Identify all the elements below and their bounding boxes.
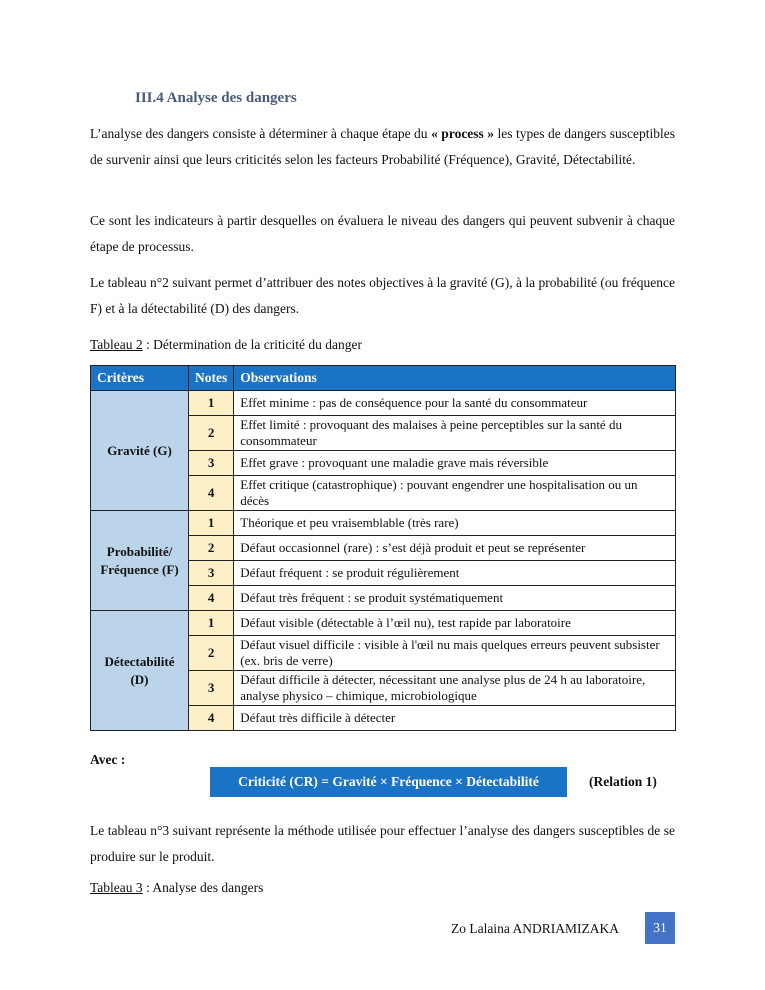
observation-cell: Théorique et peu vraisemblable (très rare) xyxy=(234,511,676,536)
table-row xyxy=(91,391,676,416)
criticality-table xyxy=(90,365,676,731)
note-cell: 4 xyxy=(189,586,234,611)
note-cell: 2 xyxy=(189,636,234,671)
criticality-formula: Criticité (CR) = Gravité × Fréquence × Détectabilité xyxy=(210,767,567,797)
observation-cell: Défaut fréquent : se produit régulièrement xyxy=(234,561,676,586)
paragraph-intro-process: « process » xyxy=(431,126,495,141)
note-cell: 1 xyxy=(189,611,234,636)
observation-cell: Effet minime : pas de conséquence pour la santé du consommateur xyxy=(234,391,676,416)
table3-caption xyxy=(90,880,263,896)
observation-cell: Défaut occasionnel (rare) : s’est déjà produit et peut se représenter xyxy=(234,536,676,561)
table2-caption-label: Tableau 2 xyxy=(90,337,143,352)
observation-cell: Effet grave : provoquant une maladie grave mais réversible xyxy=(234,451,676,476)
observation-cell: Défaut difficile à détecter, nécessitant une analyse plus de 24 h au laboratoire, analyse physico – chimique, microbiologique xyxy=(234,671,676,706)
table2-caption xyxy=(90,337,362,353)
relation-label: (Relation 1) xyxy=(589,774,657,789)
paragraph-intro xyxy=(90,121,675,173)
note-cell: 4 xyxy=(189,706,234,731)
note-cell: 3 xyxy=(189,561,234,586)
note-cell: 2 xyxy=(189,416,234,451)
table-row xyxy=(91,511,676,536)
avec-label: Avec : xyxy=(90,752,126,767)
observation-cell: Défaut visuel difficile : visible à l'œil nu mais quelques erreurs peuvent subsister (ex. bris de verre) xyxy=(234,636,676,671)
note-cell: 1 xyxy=(189,511,234,536)
header-notes: Notes xyxy=(189,366,234,391)
observation-cell: Défaut très difficile à détecter xyxy=(234,706,676,731)
observation-cell: Effet limité : provoquant des malaises à peine perceptibles sur la santé du consommateur xyxy=(234,416,676,451)
page-number-badge: 31 xyxy=(645,912,675,944)
header-observations: Observations xyxy=(234,366,676,391)
header-criteres: Critères xyxy=(91,366,189,391)
note-cell: 4 xyxy=(189,476,234,511)
paragraph-intro-start: L’analyse des dangers consiste à déterminer à chaque étape du xyxy=(90,126,432,141)
observation-cell: Défaut visible (détectable à l’œil nu), test rapide par laboratoire xyxy=(234,611,676,636)
footer-author: Zo Lalaina ANDRIAMIZAKA xyxy=(451,921,619,936)
note-cell: 1 xyxy=(189,391,234,416)
table-row xyxy=(91,611,676,636)
category-probabilite: Probabilité/ Fréquence (F) xyxy=(91,511,189,611)
note-cell: 3 xyxy=(189,671,234,706)
paragraph-intro-end: les types de dangers susceptibles de survenir ainsi que leurs criticités selon les facteurs Probabilité (Fréquence), Gravité, Détectabilité. xyxy=(90,126,675,167)
section-heading: III.4 Analyse des dangers xyxy=(135,90,297,106)
note-cell: 3 xyxy=(189,451,234,476)
note-cell: 2 xyxy=(189,536,234,561)
paragraph-table2-intro: Le tableau n°2 suivant permet d’attribuer des notes objectives à la gravité (G), à la probabilité (ou fréquence F) et à la détectabilité (D) des dangers. xyxy=(90,275,675,316)
category-gravite: Gravité (G) xyxy=(91,391,189,511)
paragraph-indicators: Ce sont les indicateurs à partir desquelles on évaluera le niveau des dangers qui peuvent subvenir à chaque étape de processus. xyxy=(90,213,675,254)
table3-caption-text: : Analyse des dangers xyxy=(142,880,264,895)
observation-cell: Défaut très fréquent : se produit systématiquement xyxy=(234,586,676,611)
table3-caption-label: Tableau 3 xyxy=(90,880,143,895)
table2-caption-text: : Détermination de la criticité du danger xyxy=(142,337,362,352)
paragraph-table3-intro: Le tableau n°3 suivant représente la méthode utilisée pour effectuer l’analyse des dangers susceptibles de se produire sur le produit. xyxy=(90,823,675,864)
category-detectabilite: Détectabilité (D) xyxy=(91,611,189,731)
table-header-row xyxy=(91,366,676,391)
observation-cell: Effet critique (catastrophique) : pouvant engendrer une hospitalisation ou un décès xyxy=(234,476,676,511)
